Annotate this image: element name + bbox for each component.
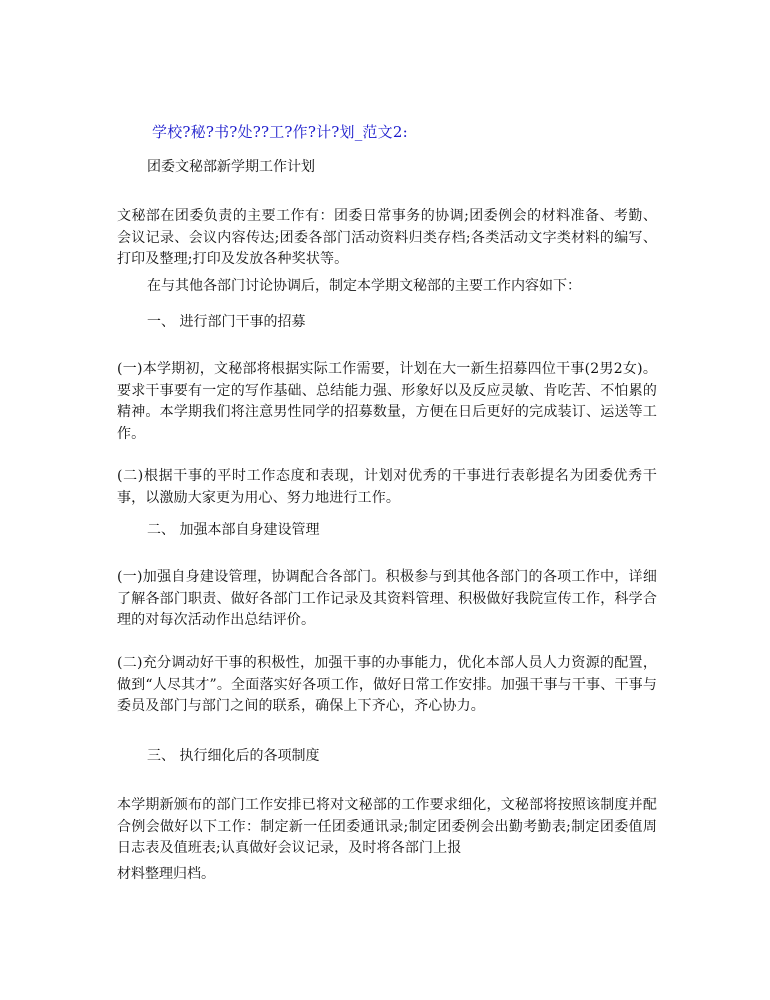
document-title: 学校?秘?书?处??工?作?计?划_范文2:	[152, 123, 408, 141]
section-3-tail: 材料整理归档。	[117, 866, 215, 882]
section-3-body: 本学期新颁布的部门工作安排已将对文秘部的工作要求细化，文秘部将按照该制度并配合例会做好以下工作：制定新一任团委通讯录;制定团委例会出勤考勤表;制定团委值周日志表及值班表;认真做好会议记录，及时将各部门上报	[117, 797, 657, 856]
document-subtitle: 团委文秘部新学期工作计划	[147, 159, 315, 175]
intro-paragraph: 文秘部在团委负责的主要工作有：团委日常事务的协调;团委例会的材料准备、考勤、会议记录、会议内容传达;团委各部门活动资料归类存档;各类活动文字类材料的编写、打印及整理;打印及发放各种奖状等。	[117, 208, 657, 267]
section-2-heading: 二、 加强本部自身建设管理	[147, 522, 320, 538]
section-1-heading: 一、 进行部门干事的招募	[147, 314, 306, 330]
section-2-item-1: (一)加强自身建设管理，协调配合各部门。积极参与到其他各部门的各项工作中，详细了解各部门职责、做好各部门工作记录及其资料管理、积极做好我院宣传工作，科学合理的对每次活动作出总结评价。	[117, 569, 657, 628]
discussion-paragraph: 在与其他各部门讨论协调后，制定本学期文秘部的主要工作内容如下：	[147, 278, 581, 294]
section-1-item-1: (一)本学期初，文秘部将根据实际工作需要，计划在大一新生招募四位干事(2男2女)。要求干事要有一定的写作基础、总结能力强、形象好以及反应灵敏、肯吃苦、不怕累的精神。本学期我们将注意男性同学的招募数量，方便在日后更好的完成装订、运送等工作。	[117, 361, 657, 442]
section-2-item-2: (二)充分调动好干事的积极性，加强干事的办事能力，优化本部人员人力资源的配置，做到“人尽其才”。全面落实好各项工作，做好日常工作安排。加强干事与干事、干事与委员及部门与部门之间的联系，确保上下齐心，齐心协力。	[117, 655, 657, 714]
section-3-heading: 三、 执行细化后的各项制度	[147, 748, 320, 764]
section-1-item-2: (二)根据干事的平时工作态度和表现，计划对优秀的干事进行表彰提名为团委优秀干事，以激励大家更为用心、努力地进行工作。	[117, 468, 657, 506]
